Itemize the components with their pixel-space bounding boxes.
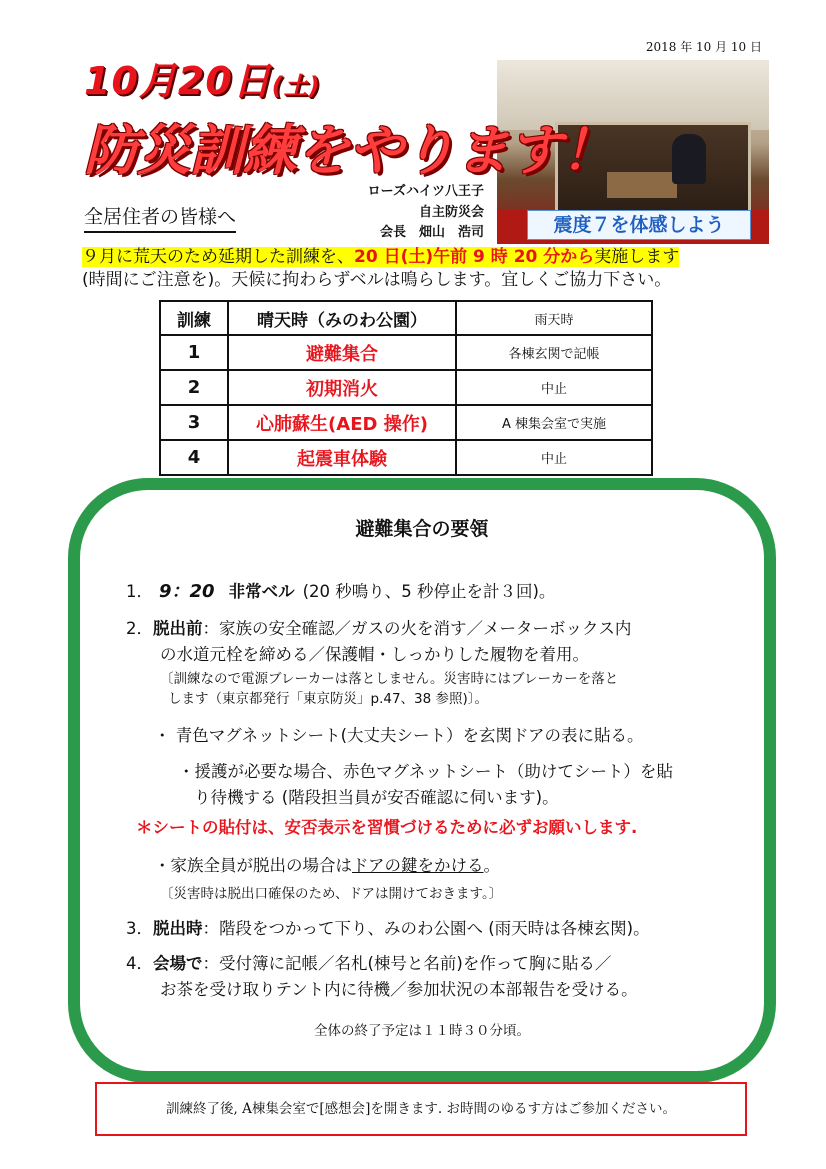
- table-row: [160, 405, 652, 440]
- step-1: [126, 580, 555, 604]
- step-4-num: 4．: [126, 954, 153, 973]
- step-4-label: 会場で: [153, 954, 203, 973]
- sheet-warning: ＊シートの貼付は、安否表示を習慣づけるために必ずお願いします.: [136, 818, 638, 837]
- intro-line-1: [82, 246, 679, 268]
- step-2-label: 脱出前: [153, 619, 203, 638]
- bullet-red-sheet-2: り待機する (階段担当員が安否確認に伺います)。: [194, 788, 559, 807]
- footer-notice: 訓練終了後, A棟集会室で[感想会]を開きます. お時間のゆるす方はご参加ください。: [95, 1082, 747, 1136]
- intro-post: 実施します: [594, 247, 680, 267]
- step-3-label: 脱出時: [153, 919, 203, 938]
- event-day: 10月20日: [84, 59, 272, 103]
- photo-caption: 震度７を体感しよう: [527, 210, 751, 240]
- greeting: 全居住者の皆様へ: [84, 202, 236, 233]
- organizer-group: 自主防災会: [418, 205, 484, 220]
- table-row: [160, 335, 652, 370]
- header-fine: 晴天時（みのわ公園）: [228, 301, 456, 335]
- event-weekday: (土): [271, 72, 321, 100]
- headline: 防災訓練をやります！: [84, 119, 614, 182]
- evacuation-panel: [68, 478, 776, 1083]
- row-rain: A 棟集会室で実施: [456, 405, 652, 440]
- step-2-line-1: [126, 617, 631, 641]
- lock-door-post: 。: [483, 856, 501, 875]
- lock-door-pre: ・家族全員が脱出の場合は: [154, 856, 352, 875]
- organizer-chair: 会長 畑山 浩司: [379, 225, 484, 240]
- row-fine: 避難集合: [228, 335, 456, 370]
- row-rain: 中止: [456, 370, 652, 405]
- row-number: 1: [160, 335, 228, 370]
- step-2-text-1: ：家族の安全確認／ガスの火を消す／メーターボックス内: [202, 619, 632, 638]
- step-1-time: 9：20: [159, 581, 215, 602]
- header-drill: 訓練: [160, 301, 228, 335]
- table-header-row: [160, 301, 652, 335]
- issue-date: 2018 年 10 月 10 日: [645, 40, 762, 54]
- lock-door-underlined: ドアの鍵をかける: [352, 856, 484, 875]
- step-2-note-1: 〔訓練なので電源ブレーカーは落としません。災害時にはブレーカーを落と: [160, 671, 619, 687]
- step-2-num: 2．: [126, 619, 153, 638]
- panel-title: 避難集合の要領: [355, 518, 489, 540]
- row-rain: 各棟玄関で記帳: [456, 335, 652, 370]
- step-1-num: 1．: [126, 582, 153, 601]
- row-fine: 初期消火: [228, 370, 456, 405]
- table-row: [160, 370, 652, 405]
- bullet-blue-sheet: ・ 青色マグネットシート(大丈夫シート）を玄関ドアの表に貼る。: [154, 726, 644, 745]
- row-number: 4: [160, 440, 228, 475]
- step-4-line-1: [126, 952, 611, 976]
- organizer-name: ローズハイツ八王子: [367, 184, 484, 199]
- step-3-text: ：階段をつかって下り、みのわ公園へ (雨天時は各棟玄関)。: [202, 919, 650, 938]
- step-4-text-1: ：受付簿に記帳／名札(棟号と名前)を作って胸に貼る／: [202, 954, 612, 973]
- drill-table: [159, 300, 653, 476]
- event-date: [84, 50, 321, 105]
- step-2-line-2: の水道元栓を締める／保護帽・しっかりした履物を着用。: [160, 645, 589, 664]
- bullet-red-sheet-1: ・援護が必要な場合、赤色マグネットシート（助けてシート）を貼: [178, 762, 673, 781]
- step-3-num: 3．: [126, 919, 153, 938]
- row-fine: 心肺蘇生(AED 操作): [228, 405, 456, 440]
- table-row: [160, 440, 652, 475]
- step-1-text: (20 秒鳴り、5 秒停止を計３回)。: [302, 582, 556, 601]
- row-rain: 中止: [456, 440, 652, 475]
- row-number: 2: [160, 370, 228, 405]
- end-time-note: 全体の終了予定は１１時３０分頃。: [314, 1023, 530, 1039]
- bullet-lock-door: [154, 854, 500, 878]
- intro-time: 20 日(土)午前 9 時 20 分から: [354, 247, 595, 267]
- intro-line-2: (時間にご注意を)。天候に拘わらずベルは鳴らします。宜しくご協力下さい。: [82, 270, 672, 290]
- row-number: 3: [160, 405, 228, 440]
- step-2-note-2: します（東京都発行「東京防災」p.47、38 参照)〕。: [168, 691, 489, 707]
- step-3: [126, 917, 650, 941]
- photo-table: [607, 172, 677, 198]
- step-1-label: 非常ベル: [228, 582, 295, 601]
- intro-pre: ９月に荒天のため延期した訓練を、: [82, 247, 354, 267]
- lock-door-note: 〔災害時は脱出口確保のため、ドアは開けておきます。〕: [160, 886, 503, 902]
- photo-person: [672, 134, 706, 184]
- row-fine: 起震車体験: [228, 440, 456, 475]
- header-rain: 雨天時: [456, 301, 652, 335]
- step-4-line-2: お茶を受け取りテント内に待機／参加状況の本部報告を受ける。: [160, 980, 638, 999]
